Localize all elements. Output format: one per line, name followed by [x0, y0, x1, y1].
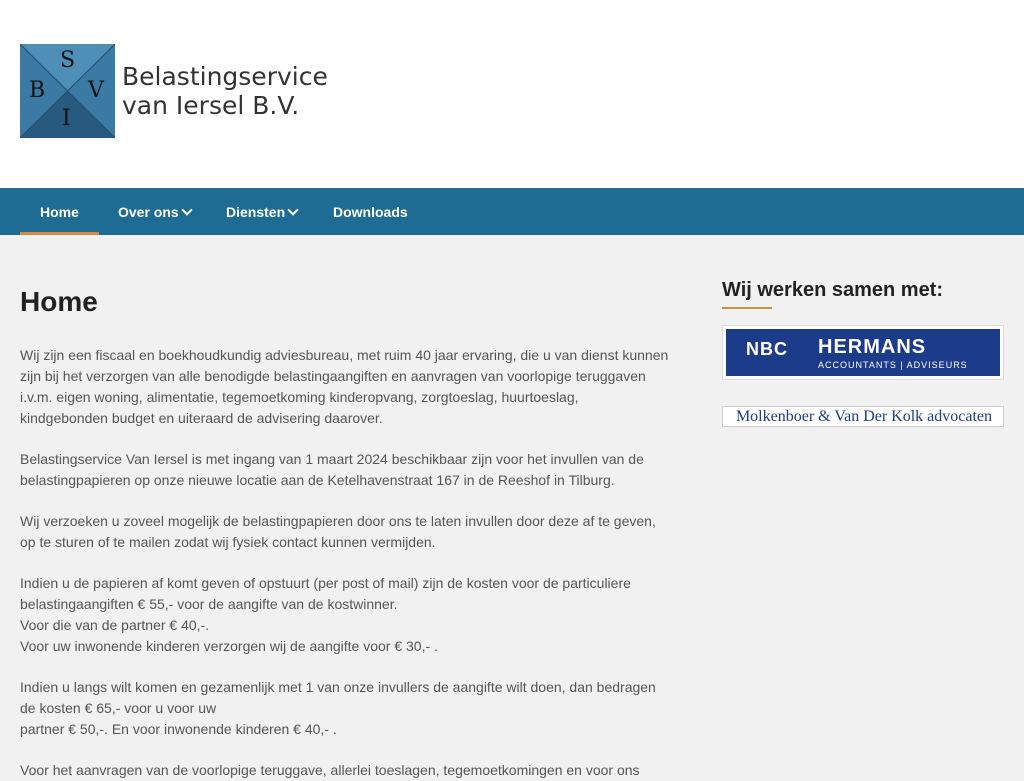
text-line: Wij zijn een fiscaal en boekhoudkundig adviesbureau, met ruim 40 jaar ervaring, die u van dienst kunnen — [20, 347, 669, 363]
paragraph-costs-visit — [20, 677, 670, 740]
text-line: zijn bij het verzorgen van alle benodigde belastingaangiften en aanvragen van voorlopige teruggaven — [20, 368, 646, 384]
nav-item-label: Diensten — [226, 203, 286, 220]
nav-item-home[interactable] — [40, 188, 79, 235]
logo-letter-i: I — [62, 106, 71, 131]
nav-item-label: Over ons — [118, 203, 179, 220]
site-name-line1: Belastingservice — [122, 62, 328, 91]
nav-item-label: Home — [40, 203, 79, 220]
text-line: i.v.m. eigen woning, alimentatie, tegemoetkoming kinderopvang, zorgtoeslag, huurtoeslag, — [20, 389, 579, 405]
nav-item-over-ons[interactable] — [118, 188, 191, 235]
text-line: belastingpapieren op onze nieuwe locatie aan de Ketelhavenstraat 167 in de Reeshof in Tilburg. — [20, 472, 615, 488]
text-line: Indien u de papieren af komt geven of opstuurt (per post of mail) zijn de kosten voor de particuliere — [20, 575, 631, 591]
text-line: Voor die van de partner € 40,-. — [20, 617, 210, 633]
logo-letter-v: V — [88, 78, 104, 103]
paragraph-request — [20, 511, 670, 553]
chevron-down-icon — [181, 204, 192, 215]
text-line: partner € 50,-. En voor inwonende kinderen € 40,- . — [20, 721, 337, 737]
main-nav — [0, 188, 1024, 235]
text-line: Indien u langs wilt komen en gezamenlijk met 1 van onze invullers de aangifte wilt doen, dan bedragen — [20, 679, 656, 695]
site-header — [0, 0, 1024, 188]
molkenboer-text: Molkenboer & Van Der Kolk advocaten — [735, 408, 993, 425]
text-line: Voor het aanvragen van de voorlopige teruggave, allerlei toeslagen, tegemoetkomingen en voor ons — [20, 762, 640, 778]
site-logo[interactable] — [20, 44, 328, 138]
hermans-panel — [808, 329, 1000, 376]
logo-letter-b: B — [29, 78, 46, 103]
logo-letter-s: S — [60, 48, 76, 73]
nbc-logo-text: NBC — [746, 339, 788, 359]
partner-banner-molkenboer[interactable] — [722, 406, 1004, 427]
nav-item-downloads[interactable] — [333, 188, 408, 235]
nav-item-diensten[interactable] — [226, 188, 297, 235]
site-name — [122, 62, 328, 120]
chevron-down-icon — [287, 204, 298, 215]
sidebar-title: Wij werken samen met: — [722, 279, 944, 301]
partner-banner-nbc-hermans[interactable] — [722, 325, 1004, 380]
paragraph-location — [20, 449, 670, 491]
paragraph-costs-drop-off — [20, 573, 670, 657]
paragraph-intro — [20, 345, 670, 429]
paragraph-provisional — [20, 760, 670, 781]
nbc-logo — [726, 329, 808, 376]
logo-mark — [20, 44, 115, 138]
text-line: Wij verzoeken u zoveel mogelijk de belastingpapieren door ons te laten invullen door deze af te geven, — [20, 513, 656, 529]
nav-item-label: Downloads — [333, 203, 408, 220]
hermans-title: HERMANS — [818, 336, 927, 358]
page-title: Home — [20, 286, 98, 317]
text-line: kindgebonden budget en uiteraard de advisering daarover. — [20, 410, 383, 426]
text-line: Belastingservice Van Iersel is met ingang van 1 maart 2024 beschikbaar zijn voor het invullen van de — [20, 451, 644, 467]
site-name-line2: van Iersel B.V. — [122, 91, 300, 120]
text-line: de kosten € 65,- voor u voor uw — [20, 700, 217, 716]
sidebar-title-underline — [722, 307, 772, 309]
text-line: Voor uw inwonende kinderen verzorgen wij de aangifte voor € 30,- . — [20, 638, 438, 654]
hermans-subtitle: ACCOUNTANTS | ADVISEURS — [818, 360, 968, 370]
text-line: belastingaangiften € 55,- voor de aangifte van de kostwinner. — [20, 596, 398, 612]
text-line: op te sturen of te mailen zodat wij fysiek contact kunnen vermijden. — [20, 534, 436, 550]
